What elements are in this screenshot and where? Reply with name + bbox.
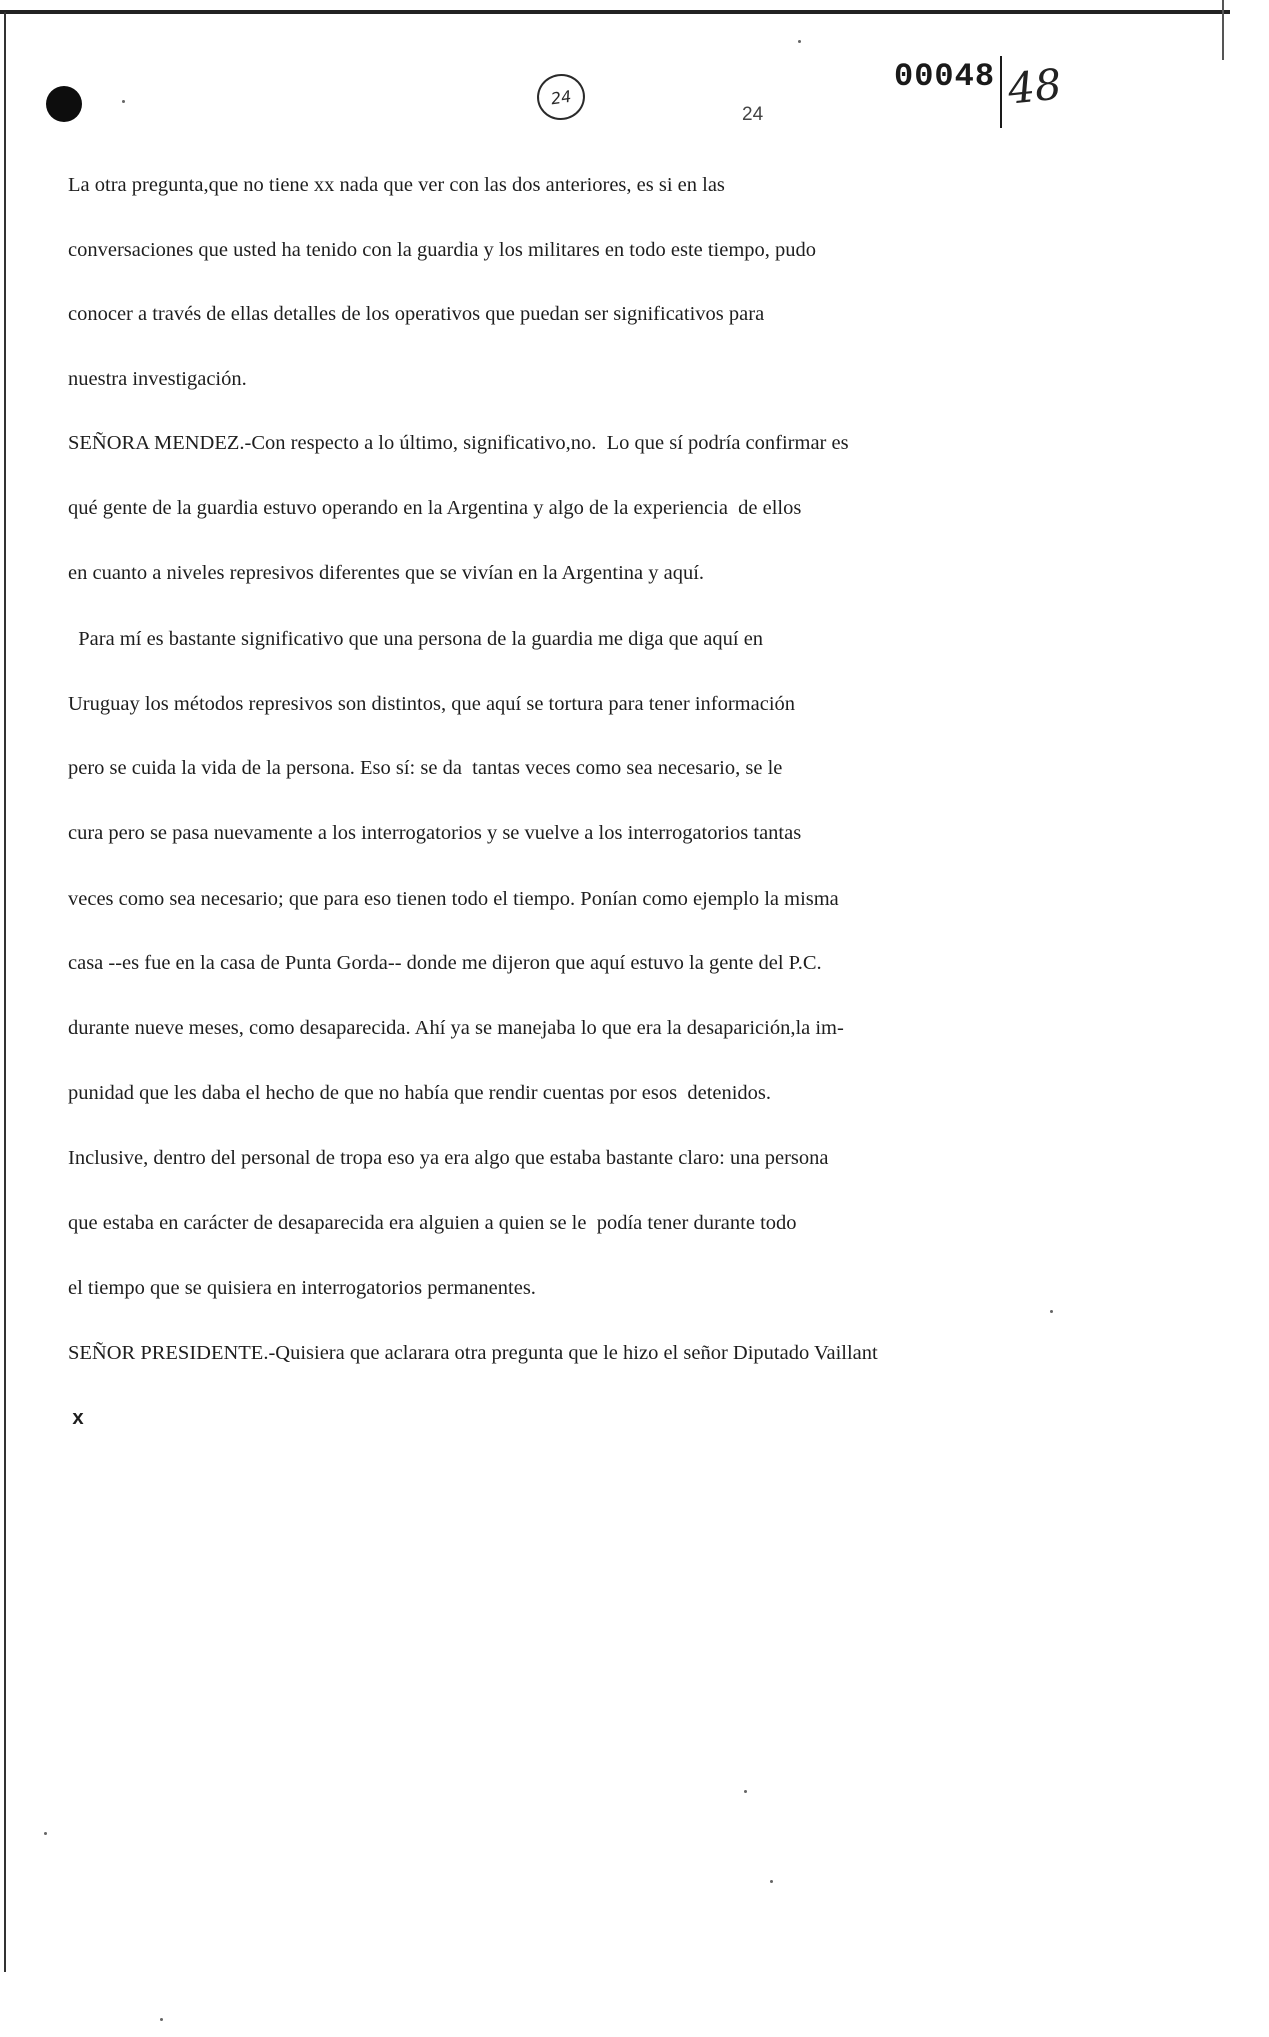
body-line: en cuanto a niveles represivos diferentes que se vivían en la Argentina y aquí. (68, 562, 705, 584)
scan-speck (122, 100, 125, 103)
body-line: pero se cuida la vida de la persona. Eso sí: se da tantas veces como sea necesario, se le (68, 757, 783, 779)
body-line: durante nueve meses, como desaparecida. Ahí ya se manejaba lo que era la desaparición,la im- (68, 1017, 844, 1039)
page-number: 24 (742, 104, 764, 125)
body-line: Inclusive, dentro del personal de tropa eso ya era algo que estaba bastante claro: una persona (68, 1147, 829, 1169)
scan-speck (160, 2018, 163, 2021)
top-border-rule (0, 10, 1230, 14)
body-line: nuestra investigación. (68, 368, 247, 390)
body-line: conversaciones que usted ha tenido con la guardia y los militares en todo este tiempo, pudo (68, 239, 817, 261)
archive-number: 00048 (894, 58, 996, 95)
body-line: conocer a través de ellas detalles de los operativos que puedan ser significativos para (68, 303, 765, 325)
body-line: el tiempo que se quisiera en interrogatorios permanentes. (68, 1277, 536, 1299)
archive-bracket (1000, 56, 1002, 128)
scan-speck (1050, 1310, 1053, 1313)
folio-stamp (534, 71, 588, 123)
body-line: qué gente de la guardia estuvo operando en la Argentina y algo de la experiencia de ellos (68, 497, 802, 519)
speaker-line: SEÑORA MENDEZ.-Con respecto a lo último, significativo,no. Lo que sí podría confirmar es (68, 432, 849, 454)
body-line: Para mí es bastante significativo que una persona de la guardia me diga que aquí en (68, 628, 764, 650)
speaker-line: SEÑOR PRESIDENTE.-Quisiera que aclarara otra pregunta que le hizo el señor Diputado Vaillant (68, 1342, 878, 1364)
body-line: que estaba en carácter de desaparecida era alguien a quien se le podía tener durante todo (68, 1212, 797, 1234)
scan-speck (744, 1790, 747, 1793)
scan-speck (798, 40, 801, 43)
punch-hole-icon (46, 86, 82, 122)
handwritten-annotation: 48 (1005, 59, 1064, 114)
scan-speck (44, 1832, 47, 1835)
body-line: veces como sea necesario; que para eso tienen todo el tiempo. Ponían como ejemplo la misma (68, 888, 839, 910)
scan-speck (770, 1880, 773, 1883)
body-line: La otra pregunta,que no tiene xx nada que ver con las dos anteriores, es si en las (68, 174, 725, 196)
body-line: Uruguay los métodos represivos son distintos, que aquí se tortura para tener información (68, 693, 796, 715)
body-line: casa --es fue en la casa de Punta Gorda-- donde me dijeron que aquí estuvo la gente del P.C. (68, 952, 822, 974)
body-line: cura pero se pasa nuevamente a los interrogatorios y se vuelve a los interrogatorios tantas (68, 822, 802, 844)
end-mark: x (72, 1408, 85, 1431)
left-border-rule (4, 12, 6, 1972)
right-border-rule (1222, 0, 1224, 60)
body-line: punidad que les daba el hecho de que no había que rendir cuentas por esos detenidos. (68, 1082, 772, 1104)
folio-stamp-text: 24 (549, 86, 573, 108)
